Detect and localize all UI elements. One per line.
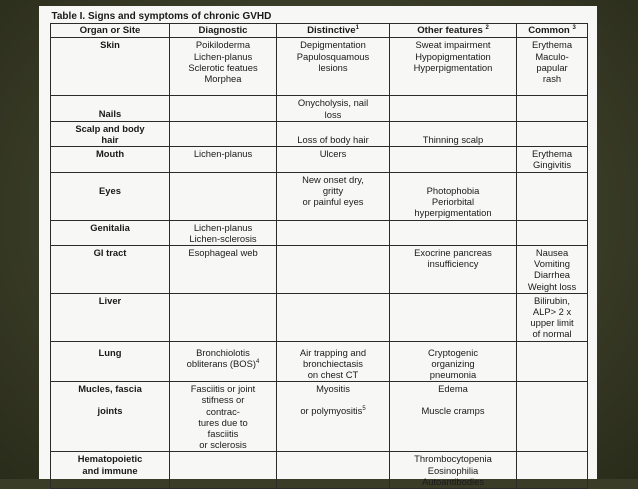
caption-row: [51, 10, 588, 24]
table-caption: Table I. Signs and symptoms of chronic GVHD: [51, 10, 588, 24]
common-cell: [517, 246, 588, 294]
distinctive-cell: [277, 172, 390, 220]
cell-line: Lichen-planus: [193, 221, 253, 233]
other-cell: [390, 172, 517, 220]
organ-cell: [51, 341, 170, 382]
cell-line: Papulosquamous: [296, 50, 370, 62]
cell-line: Periorbital: [431, 195, 475, 207]
cell-line: Gingivitis: [533, 159, 572, 171]
cell-line: Lichen-planus: [193, 50, 253, 62]
table-row-genitalia: [51, 220, 588, 245]
other-cell: [390, 293, 517, 341]
common-cell: [517, 38, 588, 96]
distinctive-cell: [277, 382, 390, 452]
diagnostic-cell: [170, 121, 277, 146]
cell-line: Autoantibodies: [421, 475, 485, 487]
cell-line: Scalp and body: [75, 122, 145, 134]
footnote-mark: 1: [355, 25, 359, 32]
cell-line: Photophobia: [426, 184, 480, 196]
header-distinctive: [277, 24, 390, 38]
distinctive-cell: [277, 38, 390, 96]
cell-line: insufficiency: [427, 258, 479, 270]
diagnostic-cell: [170, 38, 277, 96]
cell-line: Edema: [438, 383, 468, 395]
diagnostic-cell: [170, 382, 277, 452]
cell-line: Hyperpigmentation: [413, 61, 493, 73]
cell-line: Nausea: [535, 247, 569, 259]
footnote-mark: 5: [362, 406, 366, 413]
diagnostic-cell: [170, 96, 277, 121]
cell-line: stifness or: [201, 394, 245, 406]
cell-line: Poikiloderma: [195, 39, 251, 51]
cell-line: hair: [101, 134, 119, 146]
organ-cell: Mouth: [51, 147, 170, 172]
organ-cell: [51, 172, 170, 220]
cell-line: Hematopoietic: [77, 453, 143, 465]
header-organ: Organ or Site: [51, 24, 170, 38]
cell-line: [172, 358, 274, 369]
cell-line: joints: [97, 405, 123, 417]
cell-line: Diarrhea: [534, 269, 570, 281]
cell-line: fasciitis: [207, 428, 239, 440]
table-row-nails: [51, 96, 588, 121]
common-cell: [517, 147, 588, 172]
header-common-label: Common: [528, 25, 570, 37]
other-cell: [390, 382, 517, 452]
other-cell: [390, 341, 517, 382]
cell-line: Muscle cramps: [421, 405, 485, 417]
diagnostic-cell: Lichen-planus: [170, 147, 277, 172]
table-row-lung: [51, 341, 588, 382]
cell-line: Sclerotic featues: [188, 61, 258, 73]
cell-line: loss: [324, 108, 342, 120]
cell-line: bronchiectasis: [303, 357, 363, 369]
cell-text: or polymyositis: [300, 405, 363, 417]
cell-line: upper limit: [530, 317, 574, 329]
cell-line: Vomiting: [534, 258, 570, 270]
common-cell: [517, 220, 588, 245]
footnote-mark: 2: [485, 25, 489, 32]
diagnostic-cell: [170, 341, 277, 382]
common-cell: [517, 96, 588, 121]
cell-line: Sweat impairment: [415, 39, 491, 51]
organ-label: Lung: [98, 346, 122, 358]
cell-line: Fasciitis or joint: [190, 383, 256, 395]
organ-label: Nails: [98, 108, 122, 120]
cell-line: Bronchiolotis: [196, 346, 250, 358]
distinctive-cell: [277, 246, 390, 294]
distinctive-cell: [277, 293, 390, 341]
cell-line: Eosinophilia: [427, 464, 479, 476]
cell-line: Exocrine pancreas: [414, 247, 492, 259]
cell-line: Thinning scalp: [422, 133, 484, 145]
distinctive-cell: [277, 452, 390, 489]
diagnostic-cell: [170, 172, 277, 220]
cell-line: Maculo-: [535, 50, 569, 62]
other-cell: [390, 38, 517, 96]
distinctive-cell: [277, 220, 390, 245]
organ-cell: [51, 452, 170, 489]
organ-cell: Skin: [51, 38, 170, 96]
diagnostic-cell: [170, 220, 277, 245]
header-other: [390, 24, 517, 38]
header-row: [51, 24, 588, 38]
cell-line: Bilirubin,: [534, 294, 570, 306]
table-row-liver: [51, 293, 588, 341]
distinctive-cell: Ulcers: [277, 147, 390, 172]
cell-line: Mucles, fascia: [78, 383, 142, 395]
cell-line: or sclerosis: [199, 439, 247, 451]
common-cell: [517, 121, 588, 146]
cell-line: and immune: [82, 464, 138, 476]
organ-cell: Liver: [51, 293, 170, 341]
common-cell: [517, 452, 588, 489]
table-row-gi-tract: [51, 246, 588, 294]
organ-cell: [51, 382, 170, 452]
organ-cell: [51, 121, 170, 146]
cell-line: Erythema: [531, 39, 573, 51]
table-row-eyes: [51, 172, 588, 220]
header-diagnostic: Diagnostic: [170, 24, 277, 38]
organ-cell: Genitalia: [51, 220, 170, 245]
cell-line: lesions: [318, 61, 348, 73]
cell-text: obliterans (BOS): [186, 357, 256, 369]
cell-line: gritty: [322, 184, 344, 196]
cell-line: Weight loss: [527, 280, 577, 292]
cell-line: pneumonia: [429, 369, 477, 381]
cell-line: or painful eyes: [302, 196, 364, 208]
cell-line: Depigmentation: [300, 39, 366, 51]
cell-line: Morphea: [204, 73, 242, 85]
cell-line: Loss of body hair: [297, 133, 369, 145]
common-cell: [517, 293, 588, 341]
cell-line: rash: [542, 73, 562, 85]
other-cell: [390, 96, 517, 121]
distinctive-cell: [277, 341, 390, 382]
distinctive-cell: [277, 96, 390, 121]
distinctive-cell: [277, 121, 390, 146]
table-row-scalp: [51, 121, 588, 146]
diagnostic-cell: [170, 452, 277, 489]
cell-line: Erythema: [531, 148, 573, 160]
header-other-label: Other features: [417, 25, 483, 37]
table-image: [39, 6, 597, 487]
gvhd-table: [50, 10, 588, 489]
other-cell: [390, 147, 517, 172]
cell-line: hyperpigmentation: [414, 207, 492, 219]
cell-line: New onset dry,: [302, 173, 364, 185]
cell-line: Thrombocytopenia: [414, 453, 492, 465]
other-cell: [390, 220, 517, 245]
cell-line: tures due to: [198, 416, 248, 428]
common-cell: [517, 382, 588, 452]
cell-line: Onycholysis, nail: [297, 97, 369, 109]
diagnostic-cell: Esophageal web: [170, 246, 277, 294]
table-row-muscles: [51, 382, 588, 452]
diagnostic-cell: [170, 293, 277, 341]
organ-cell: [51, 96, 170, 121]
cell-line: contrac-: [206, 405, 240, 417]
other-cell: [390, 452, 517, 489]
cell-line: on chest CT: [307, 369, 359, 381]
footnote-mark: 3: [572, 25, 576, 32]
header-common: [517, 24, 588, 38]
cell-line: Hypopigmentation: [415, 50, 491, 62]
cell-line: organizing: [431, 357, 475, 369]
cell-line: Cryptogenic: [427, 346, 479, 358]
common-cell: [517, 341, 588, 382]
header-distinctive-label: Distinctive: [307, 25, 356, 37]
other-cell: [390, 246, 517, 294]
cell-line: of normal: [532, 328, 572, 340]
organ-label: Eyes: [99, 184, 121, 196]
table-row-hematopoietic: [51, 452, 588, 489]
cell-line: Lichen-sclerosis: [189, 232, 257, 244]
cell-line: ALP> 2 x: [532, 306, 572, 318]
common-cell: [517, 172, 588, 220]
cell-line: Myositis: [316, 383, 350, 395]
footnote-mark: 4: [255, 358, 260, 365]
cell-line: papular: [536, 61, 568, 73]
other-cell: [390, 121, 517, 146]
cell-line: Air trapping and: [299, 346, 367, 358]
table-row-mouth: [51, 147, 588, 172]
cell-line: [279, 405, 387, 416]
organ-cell: GI tract: [51, 246, 170, 294]
table-row-skin: [51, 38, 588, 96]
